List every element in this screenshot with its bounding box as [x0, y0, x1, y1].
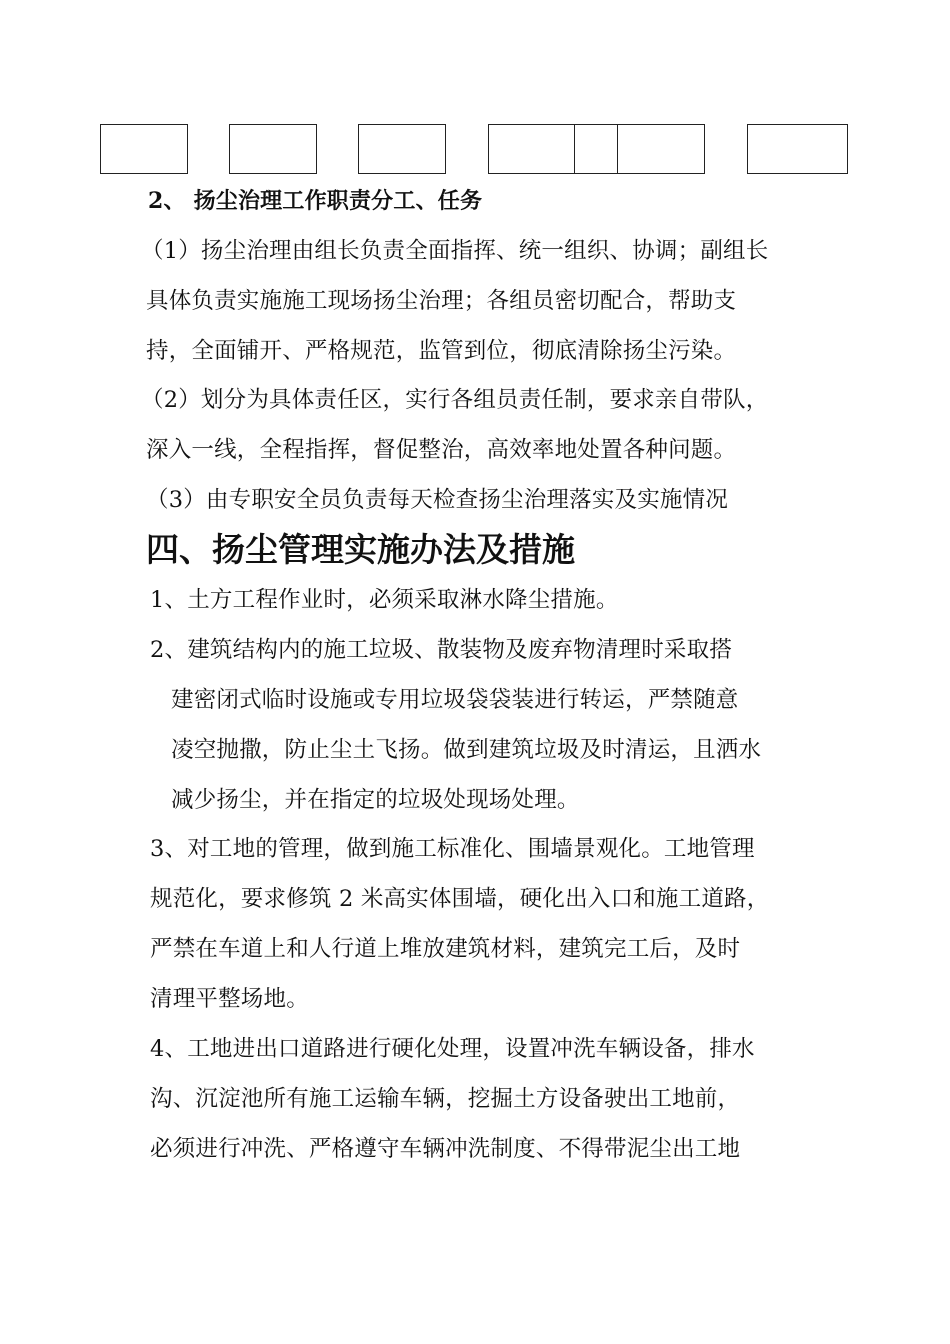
paragraph-line: （2）划分为具体责任区，实行各组员责任制，要求亲自带队，	[141, 387, 769, 413]
subheading: 2、 扬尘治理工作职责分工、任务	[148, 188, 483, 214]
paragraph-line: 持，全面铺开、严格规范，监管到位，彻底清除扬尘污染。	[146, 338, 737, 364]
section-title: 四、扬尘管理实施办法及措施	[146, 530, 575, 569]
table-cell	[488, 124, 575, 174]
list-item-line: 严禁在车道上和人行道上堆放建筑材料，建筑完工后，及时	[150, 936, 741, 962]
paragraph-line: 深入一线，全程指挥，督促整治，高效率地处置各种问题。	[146, 437, 737, 463]
paragraph-line: 具体负责实施施工现场扬尘治理；各组员密切配合，帮助支	[146, 288, 737, 314]
list-item-line: 规范化，要求修筑 2 米高实体围墙，硬化出入口和施工道路，	[150, 886, 770, 912]
list-item-line: 清理平整场地。	[150, 986, 309, 1012]
list-item: 4、工地进出口道路进行硬化处理，设置冲洗车辆设备，排水	[150, 1036, 755, 1062]
list-item-line: 建密闭式临时设施或专用垃圾袋袋装进行转运，严禁随意	[171, 687, 739, 713]
list-item-line: 凌空抛撒，防止尘土飞扬。做到建筑垃圾及时清运，且洒水	[171, 737, 762, 763]
table-cell	[229, 124, 317, 174]
table-cell	[574, 124, 618, 174]
list-item: 3、对工地的管理，做到施工标准化、围墙景观化。工地管理	[150, 836, 755, 862]
table-row-fragment	[0, 124, 950, 176]
table-cell	[617, 124, 705, 174]
table-cell	[358, 124, 446, 174]
paragraph-line: （3）由专职安全员负责每天检查扬尘治理落实及实施情况	[146, 487, 729, 513]
paragraph-line: （1）扬尘治理由组长负责全面指挥、统一组织、协调；副组长	[141, 238, 769, 264]
list-item-line: 沟、沉淀池所有施工运输车辆，挖掘土方设备驶出工地前，	[150, 1086, 741, 1112]
list-item-line: 减少扬尘，并在指定的垃圾处现场处理。	[171, 787, 580, 813]
table-cell	[100, 124, 188, 174]
list-item: 1、土方工程作业时，必须采取淋水降尘措施。	[150, 587, 619, 613]
table-cell	[747, 124, 848, 174]
list-item: 2、建筑结构内的施工垃圾、散装物及废弃物清理时采取搭	[150, 637, 733, 663]
list-item-line: 必须进行冲洗、严格遵守车辆冲洗制度、不得带泥尘出工地	[150, 1136, 741, 1162]
